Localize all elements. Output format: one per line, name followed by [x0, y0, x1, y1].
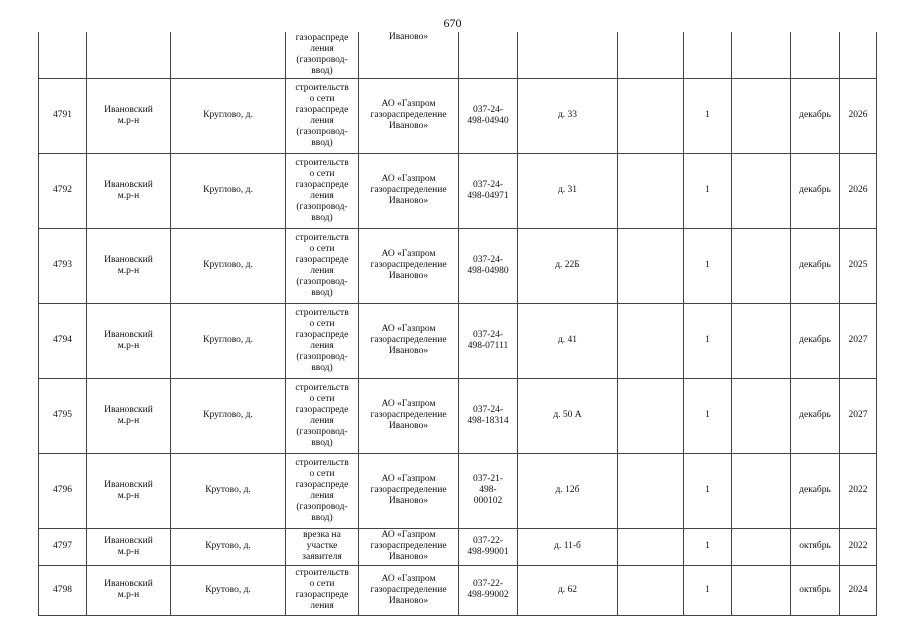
cell-locality: Круглово, д. — [171, 153, 286, 228]
cell-empty — [732, 453, 791, 528]
cell-district: Ивановский м.р-н — [87, 228, 171, 303]
cell-code: 037-24- 498-04980 — [459, 228, 518, 303]
cell-code — [459, 32, 518, 78]
cell-empty — [732, 228, 791, 303]
cell-code: 037-24- 498-18314 — [459, 378, 518, 453]
cell-qty — [684, 32, 732, 78]
data-table — [38, 32, 877, 616]
cell-empty — [618, 32, 684, 78]
cell-month: декабрь — [791, 378, 840, 453]
cell-work: строительств о сети газораспреде ления (газопровод- ввод) — [286, 153, 359, 228]
cell-num: 4793 — [39, 228, 87, 303]
table-row — [39, 378, 877, 453]
cell-district: Ивановский м.р-н — [87, 528, 171, 565]
cell-code: 037-22- 498-99002 — [459, 565, 518, 615]
cell-district: Ивановский м.р-н — [87, 153, 171, 228]
cell-empty — [732, 78, 791, 153]
cell-year: 2026 — [840, 153, 877, 228]
cell-year: 2027 — [840, 303, 877, 378]
cell-empty — [732, 153, 791, 228]
cell-org: АО «Газпром газораспределение Иваново» — [359, 453, 459, 528]
cell-work: строительств о сети газораспреде ления (газопровод- ввод) — [286, 453, 359, 528]
cell-num: 4792 — [39, 153, 87, 228]
cell-org: АО «Газпром газораспределение Иваново» — [359, 528, 459, 565]
cell-month: октябрь — [791, 528, 840, 565]
cell-org: АО «Газпром газораспределение Иваново» — [359, 153, 459, 228]
cell-month: декабрь — [791, 228, 840, 303]
cell-qty: 1 — [684, 228, 732, 303]
cell-house: д. 12б — [518, 453, 618, 528]
cell-month — [791, 32, 840, 78]
cell-num: 4795 — [39, 378, 87, 453]
cell-year: 2025 — [840, 228, 877, 303]
table-row — [39, 565, 877, 615]
cell-locality — [171, 32, 286, 78]
cell-code: 037-21- 498- 000102 — [459, 453, 518, 528]
cell-num: 4791 — [39, 78, 87, 153]
cell-locality: Круглово, д. — [171, 78, 286, 153]
cell-empty — [732, 378, 791, 453]
cell-empty — [618, 378, 684, 453]
cell-code: 037-22- 498-99001 — [459, 528, 518, 565]
cell-house: д. 11-б — [518, 528, 618, 565]
cell-empty — [618, 153, 684, 228]
cell-code: 037-24- 498-04940 — [459, 78, 518, 153]
table-row-continuation — [39, 32, 877, 78]
cell-district: Ивановский м.р-н — [87, 78, 171, 153]
cell-work: газораспреде ления (газопровод- ввод) — [286, 32, 359, 78]
cell-qty: 1 — [684, 78, 732, 153]
cell-district — [87, 32, 171, 78]
cell-year: 2022 — [840, 453, 877, 528]
cell-empty — [618, 78, 684, 153]
cell-empty — [618, 228, 684, 303]
cell-house — [518, 32, 618, 78]
cell-locality: Крутово, д. — [171, 528, 286, 565]
cell-num: 4798 — [39, 565, 87, 615]
cell-qty: 1 — [684, 528, 732, 565]
cell-org: АО «Газпром газораспределение Иваново» — [359, 565, 459, 615]
cell-locality: Крутово, д. — [171, 565, 286, 615]
cell-work: врезка на участке заявителя — [286, 528, 359, 565]
cell-empty — [732, 528, 791, 565]
cell-locality: Круглово, д. — [171, 303, 286, 378]
cell-house: д. 31 — [518, 153, 618, 228]
cell-org: АО «Газпром газораспределение Иваново» — [359, 228, 459, 303]
cell-code: 037-24- 498-04971 — [459, 153, 518, 228]
table-row — [39, 453, 877, 528]
cell-empty — [618, 303, 684, 378]
cell-locality: Крутово, д. — [171, 453, 286, 528]
table-row — [39, 303, 877, 378]
cell-year: 2027 — [840, 378, 877, 453]
cell-house: д. 22Б — [518, 228, 618, 303]
cell-month: декабрь — [791, 453, 840, 528]
cell-month: декабрь — [791, 153, 840, 228]
cell-district: Ивановский м.р-н — [87, 378, 171, 453]
cell-empty — [618, 528, 684, 565]
cell-work: строительств о сети газораспреде ления (газопровод- ввод) — [286, 303, 359, 378]
cell-month: декабрь — [791, 78, 840, 153]
cell-district: Ивановский м.р-н — [87, 453, 171, 528]
table-body — [39, 32, 877, 615]
cell-qty: 1 — [684, 453, 732, 528]
page-number: 670 — [443, 16, 462, 30]
cell-year — [840, 32, 877, 78]
cell-locality: Круглово, д. — [171, 378, 286, 453]
cell-num: 4796 — [39, 453, 87, 528]
cell-year: 2024 — [840, 565, 877, 615]
cell-empty — [618, 453, 684, 528]
cell-work: строительств о сети газораспреде ления (газопровод- ввод) — [286, 228, 359, 303]
cell-code: 037-24- 498-07111 — [459, 303, 518, 378]
cell-month: октябрь — [791, 565, 840, 615]
cell-month: декабрь — [791, 303, 840, 378]
cell-org: Иваново» — [359, 32, 459, 78]
cell-house: д. 33 — [518, 78, 618, 153]
cell-org: АО «Газпром газораспределение Иваново» — [359, 303, 459, 378]
cell-empty — [732, 303, 791, 378]
cell-work: строительств о сети газораспреде ления (газопровод- ввод) — [286, 78, 359, 153]
table-row — [39, 78, 877, 153]
cell-empty — [618, 565, 684, 615]
cell-qty: 1 — [684, 378, 732, 453]
cell-org: АО «Газпром газораспределение Иваново» — [359, 78, 459, 153]
cell-empty — [732, 565, 791, 615]
cell-qty: 1 — [684, 565, 732, 615]
cell-work: строительств о сети газораспреде ления — [286, 565, 359, 615]
cell-house: д. 41 — [518, 303, 618, 378]
cell-num: 4797 — [39, 528, 87, 565]
cell-work: строительств о сети газораспреде ления (газопровод- ввод) — [286, 378, 359, 453]
cell-locality: Круглово, д. — [171, 228, 286, 303]
cell-district: Ивановский м.р-н — [87, 565, 171, 615]
table-row — [39, 153, 877, 228]
cell-district: Ивановский м.р-н — [87, 303, 171, 378]
cell-year: 2026 — [840, 78, 877, 153]
cell-num — [39, 32, 87, 78]
cell-house: д. 50 А — [518, 378, 618, 453]
table-row — [39, 528, 877, 565]
cell-org: АО «Газпром газораспределение Иваново» — [359, 378, 459, 453]
cell-year: 2022 — [840, 528, 877, 565]
cell-num: 4794 — [39, 303, 87, 378]
table-row — [39, 228, 877, 303]
cell-empty — [732, 32, 791, 78]
cell-house: д. 62 — [518, 565, 618, 615]
cell-qty: 1 — [684, 303, 732, 378]
cell-qty: 1 — [684, 153, 732, 228]
